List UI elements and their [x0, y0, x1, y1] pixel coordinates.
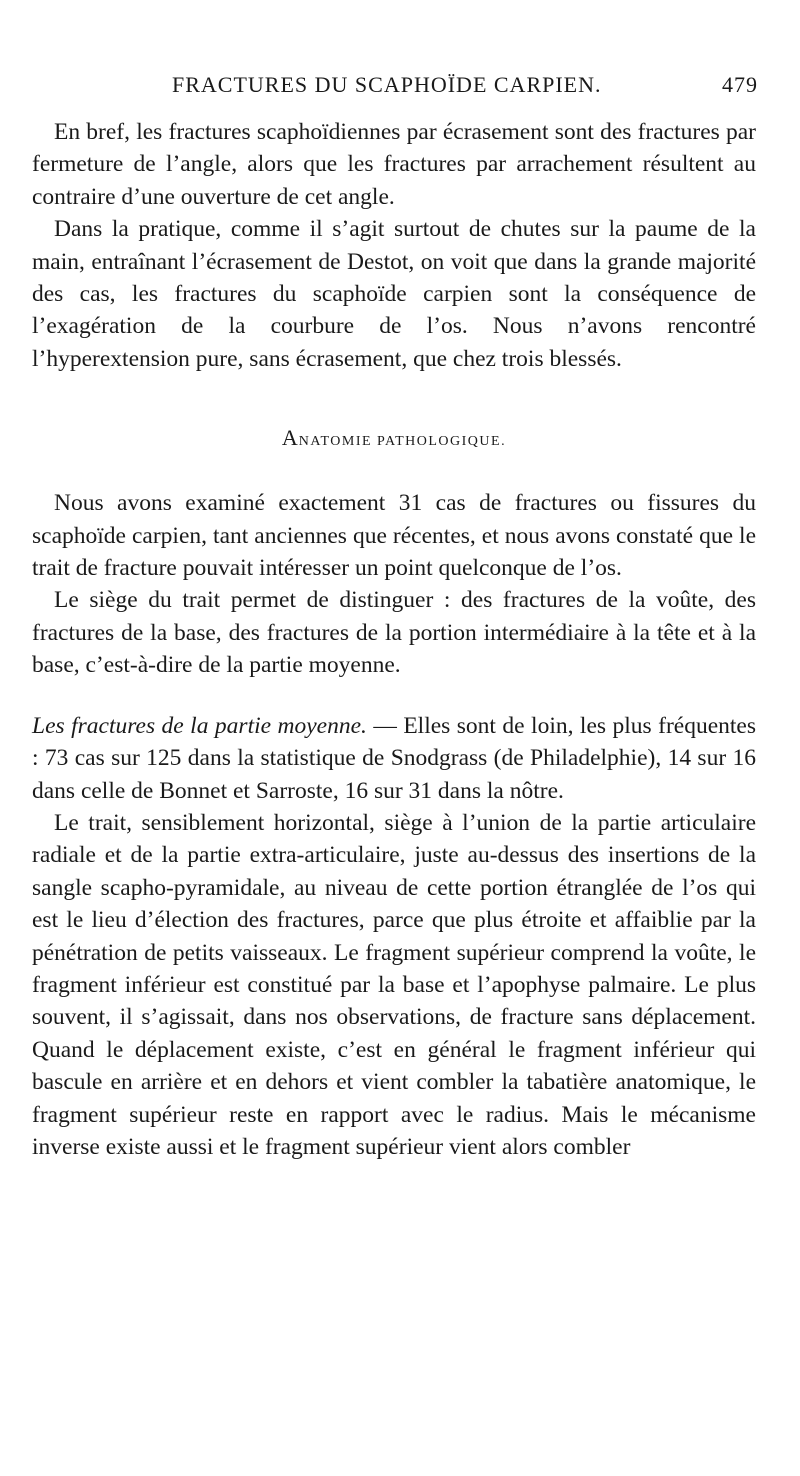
book-page	[32, 72, 756, 1163]
body-text	[32, 116, 756, 1163]
subsection-lead: Les fractures de la partie moyenne.	[32, 712, 367, 739]
paragraph: Le siège du trait permet de distinguer : des fractures de la voûte, des fractures de la base, des fractures de la portion intermédiaire à la tête et à la base, c’est-à-dire de la partie moyenne.	[32, 587, 756, 679]
paragraph: Dans la pratique, comme il s’agit surtout de chutes sur la paume de la main, entraînant l’écrasement de Destot, on voit que dans la grande majorité des cas, les fractures du scaphoïde carpien sont la conséquence de l’exagération de la courbure de l’os. Nous n’avons rencontré l’hyperextension pure, sans écrasement, que chez trois blessés.	[32, 216, 756, 372]
paragraph: En bref, les fractures scaphoïdiennes par écrasement sont des fractures par fermeture de l’angle, alors que les fractures par arrachement résultent au contraire d’une ouverture de cet angle.	[32, 119, 756, 210]
heading-smallcaps: NATOMIE PATHOLOGIQUE.	[298, 434, 507, 450]
running-title: FRACTURES DU SCAPHOÏDE CARPIEN.	[172, 72, 602, 97]
paragraph-spacer	[32, 682, 756, 710]
section-heading	[32, 425, 756, 451]
page-number: 479	[722, 72, 758, 97]
paragraph: Le trait, sensiblement horizontal, siège à l’union de la partie articulaire radiale et de la partie extra-articulaire, juste au-dessus des insertions de la sangle scapho-pyramidale, au niveau de cette portion étranglée de l’os qui est le lieu d’élection des fractures, parce que plus étroite et affaiblie par la pénétration de petits vaisseaux. Le fragment supérieur comprend la voûte, le fragment inférieur est constitué par la base et l’apophyse palmaire. Le plus souvent, il s’agissait, dans nos observations, de fracture sans déplacement. Quand le déplacement existe, c’est en général le fragment inférieur qui bascule en arrière et en dehors et vient combler la tabatière anatomique, le fragment supérieur reste en rapport avec le radius. Mais le mécanisme inverse existe aussi et le fragment supérieur vient alors combler	[32, 809, 756, 1160]
paragraph	[32, 710, 756, 807]
paragraph: Nous avons examiné exactement 31 cas de fractures ou fissures du scaphoïde carpien, tant anciennes que récentes, et nous avons constaté que le trait de fracture pouvait intéresser un point quelconque de l’os.	[32, 490, 756, 582]
running-head	[32, 72, 756, 106]
paragraph-text: — Elles sont de loin, les plus fréquentes : 73 cas sur 125 dans la statistique de Snodgrass (de Philadelphie), 14 sur 16 dans celle de Bonnet et Sarroste, 16 sur 31 dans la nôtre.	[32, 712, 756, 804]
heading-initial: A	[281, 425, 299, 451]
